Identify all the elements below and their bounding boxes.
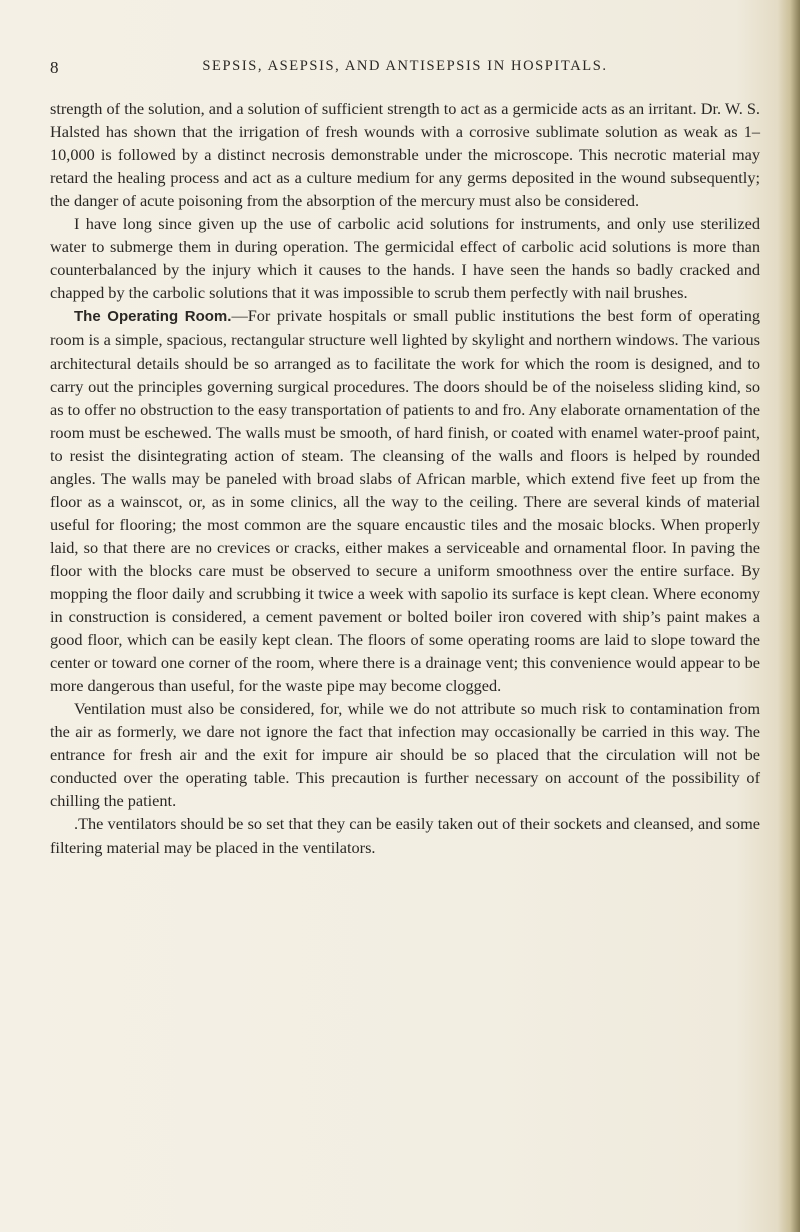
page-number: 8 — [50, 58, 59, 77]
page-header — [50, 58, 760, 82]
paragraph-ventilation: Ventilation must also be considered, for, while we do not attribute so much risk to contamination from the air as formerly, we dare not ignore the fact that infection may occasionally be carried in this way. The entrance for fresh air and the exit for impure air should be so placed that the circulation will not be conducted over the operating table. This precaution is further necessary on account of the possibility of chilling the patient. — [50, 699, 760, 811]
paragraph-carbolic-acid: I have long since given up the use of carbolic acid solutions for instruments, and only use sterilized water to submerge them in during operation. The germicidal effect of carbolic acid solutions is more than counterbalanced by the injury which it causes to the hands. I have seen the hands so badly cracked and chapped by the carbolic solutions that it was impossible to scrub them perfectly with nail brushes. — [50, 214, 760, 303]
paragraph-sublimate-irritation: strength of the solution, and a solution of sufficient strength to act as a germicide acts as an irritant. Dr. W. S. Halsted has shown that the irrigation of fresh wounds with a corrosive sublimate solution as weak as 1–10,000 is followed by a distinct necrosis demonstrable under the microscope. This necrotic material may retard the healing process and act as a culture medium for any germs deposited in the wound subsequently; the danger of acute poisoning from the absorption of the mercury must also be considered. — [50, 99, 760, 211]
body-text — [50, 97, 760, 859]
paragraph-ventilators: .The ventilators should be so set that they can be easily taken out of their sockets and cleansed, and some filtering material may be placed in the ventilators. — [50, 814, 760, 857]
running-title: SEPSIS, ASEPSIS, AND ANTISEPSIS IN HOSPITALS. — [202, 58, 608, 74]
paragraph-operating-room — [50, 304, 760, 697]
page-edge-shadow — [778, 0, 800, 1232]
section-heading-operating-room: The Operating Room. — [74, 308, 232, 326]
paragraph-operating-room-text: —For private hospitals or small public institutions the best form of operating room is a simple, spacious, rectangular structure well lighted by skylight and northern windows. The various architectural details should be so arranged as to facilitate the work for which the room is designed, and to carry out the principles governing surgical procedures. The doors should be of the noiseless sliding kind, so as to offer no obstruction to the easy transportation of patients to and fro. Any elaborate ornamentation of the room must be eschewed. The walls must be smooth, of hard finish, or coated with enamel water-proof paint, to resist the disintegrating action of steam. The cleansing of the walls and floors is helped by rounded angles. The walls may be paneled with broad slabs of African marble, which extend five feet up from the floor as a wainscot, or, as in some clinics, all the way to the ceiling. There are several kinds of material useful for flooring; the most common are the square encaustic tiles and the mosaic blocks. When properly laid, so that there are no crevices or cracks, either makes a serviceable and ornamental floor. In paving the floor with the blocks care must be observed to secure a uniform smoothness over the entire surface. By mopping the floor daily and scrubbing it twice a week with sapolio its surface is kept clean. Where economy in construction is considered, a cement pavement or bolted boiler iron covered with ship’s paint makes a good floor, which can be easily kept clean. The floors of some operating rooms are laid to slope toward the center or toward one corner of the room, where there is a drainage vent; this convenience would appear to be more dangerous than useful, for the waste pipe may become clogged. — [50, 306, 760, 696]
